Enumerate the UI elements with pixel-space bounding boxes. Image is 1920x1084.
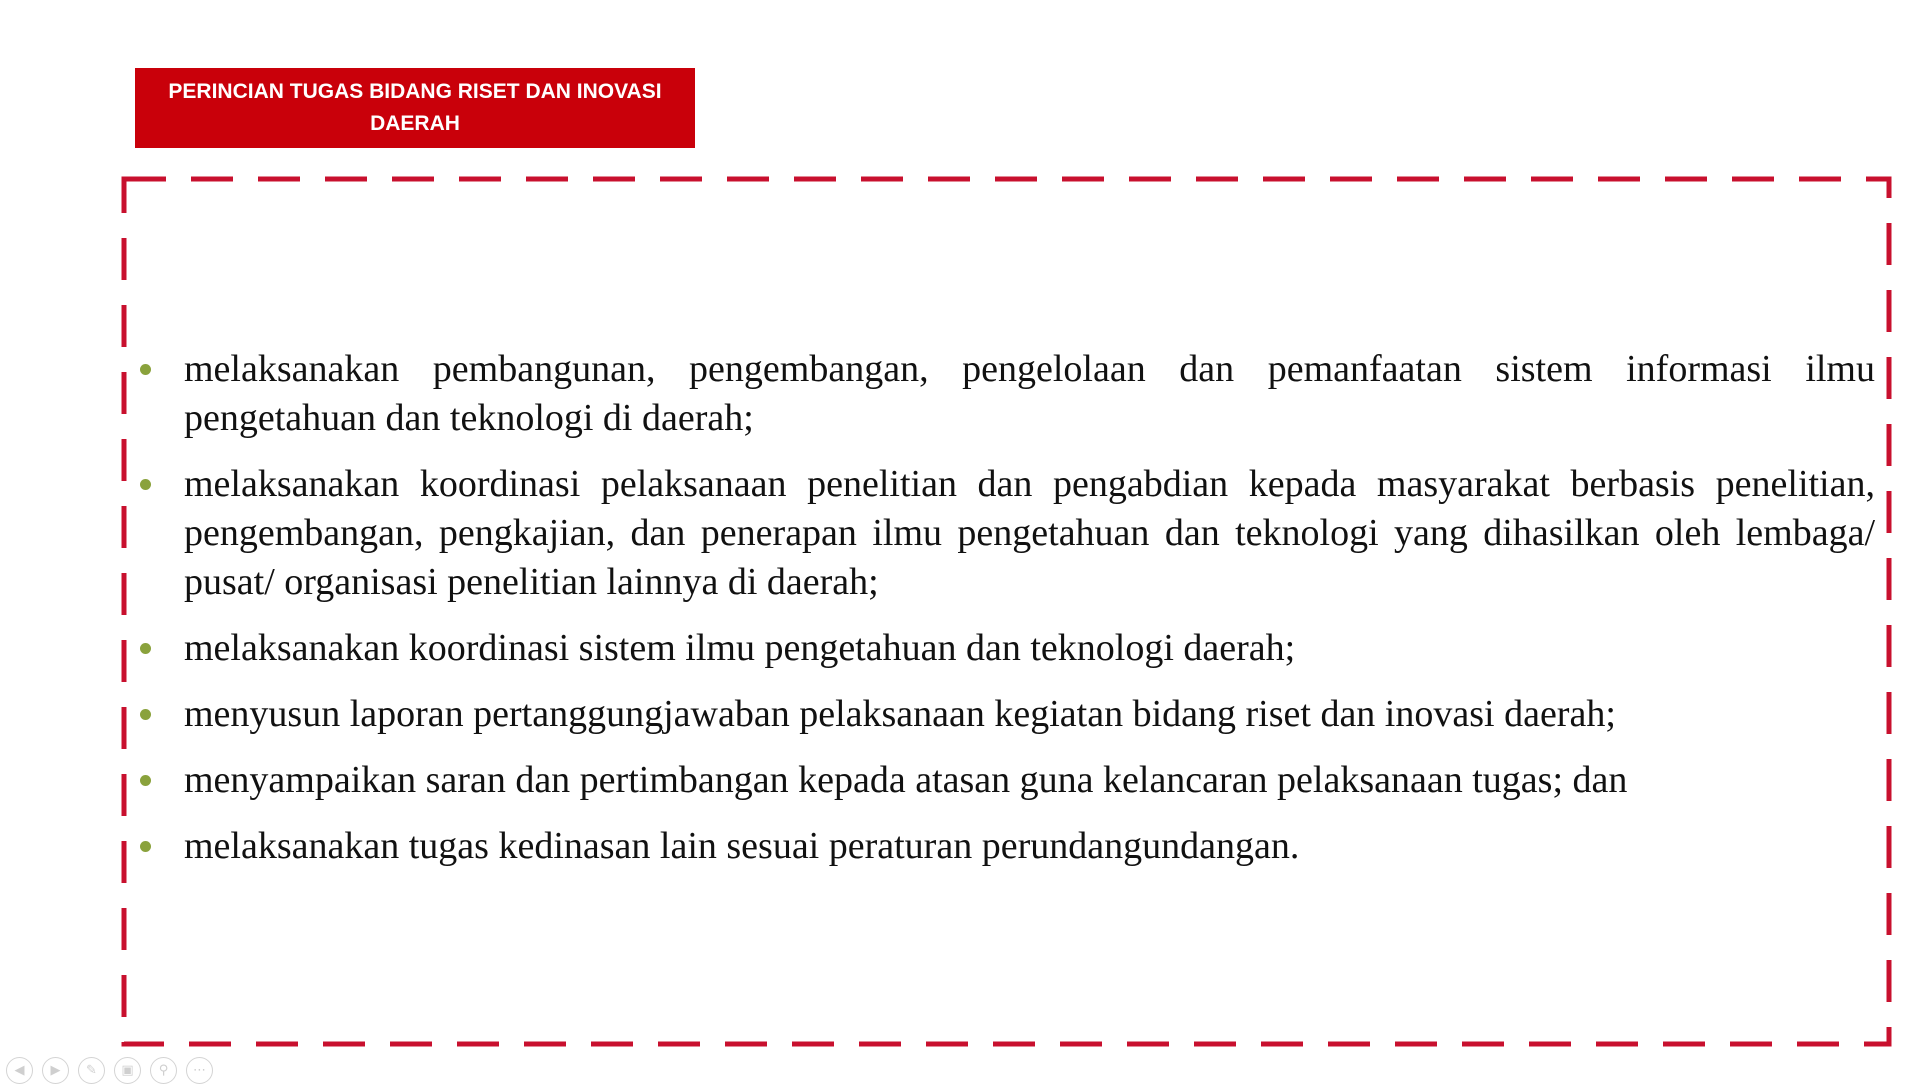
task-item	[140, 690, 1875, 739]
task-text: melaksanakan koordinasi pelaksanaan penelitian dan pengabdian kepada masyarakat berbasis penelitian, pengembangan, pengkajian, dan penerapan ilmu pengetahuan dan teknologi yang dihasilkan oleh lembaga/ pusat/ organisasi penelitian lainnya di daerah;	[184, 463, 1875, 603]
previous-slide-icon: ◀	[14, 1063, 25, 1078]
task-text: menyampaikan saran dan pertimbangan kepada atasan guna kelancaran pelaksanaan tugas; dan	[184, 759, 1628, 801]
zoom-icon: ⚲	[158, 1063, 169, 1078]
task-text: melaksanakan koordinasi sistem ilmu pengetahuan dan teknologi daerah;	[184, 627, 1296, 669]
bullet-icon	[140, 775, 151, 786]
more-options-icon: ⋯	[193, 1063, 206, 1078]
task-list	[140, 345, 1875, 888]
bullet-icon	[140, 841, 151, 852]
slide-title: PERINCIAN TUGAS BIDANG RISET DAN INOVASI DAERAH	[135, 68, 695, 148]
pen-icon: ✎	[86, 1063, 97, 1078]
task-item	[140, 460, 1875, 607]
task-item	[140, 756, 1875, 805]
slides-grid-icon: ▣	[121, 1063, 134, 1078]
task-item	[140, 624, 1875, 673]
bullet-icon	[140, 643, 151, 654]
bullet-icon	[140, 364, 151, 375]
task-item	[140, 345, 1875, 443]
task-text: melaksanakan tugas kedinasan lain sesuai peraturan perundangundangan.	[184, 825, 1300, 867]
next-slide-icon: ▶	[50, 1063, 61, 1078]
bullet-icon	[140, 709, 151, 720]
task-text: menyusun laporan pertanggungjawaban pelaksanaan kegiatan bidang riset dan inovasi daerah;	[184, 693, 1616, 735]
bullet-icon	[140, 479, 151, 490]
task-item	[140, 822, 1875, 871]
task-text: melaksanakan pembangunan, pengembangan, pengelolaan dan pemanfaatan sistem informasi ilmu pengetahuan dan teknologi di daerah;	[184, 348, 1875, 439]
